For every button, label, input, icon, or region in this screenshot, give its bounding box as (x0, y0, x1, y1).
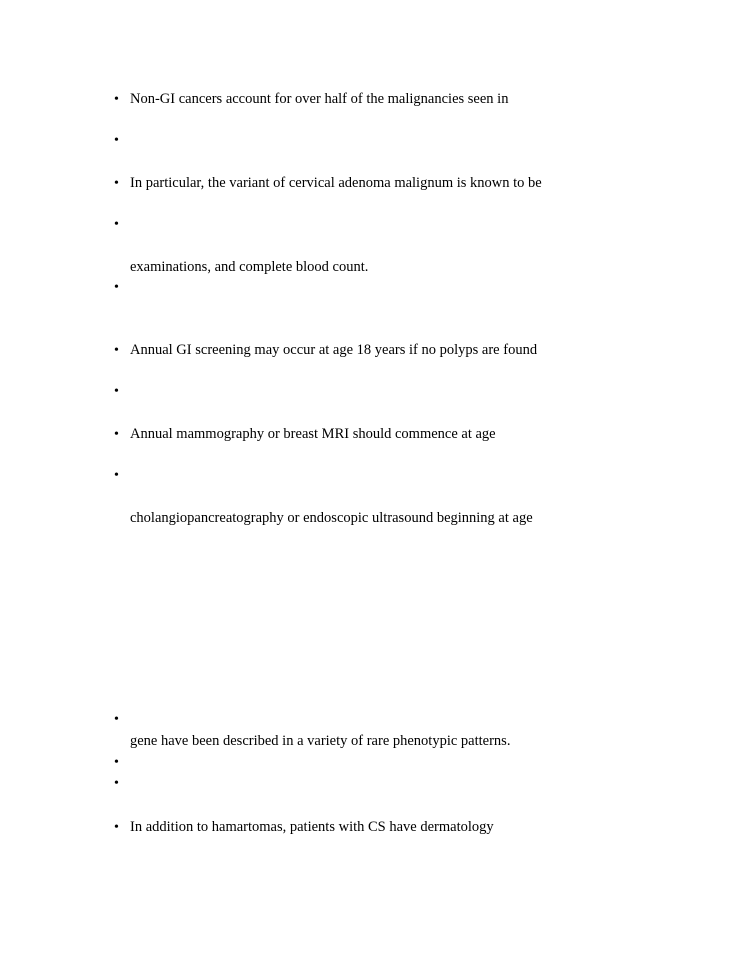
list-bullet: • (114, 755, 119, 770)
list-item-text: In addition to hamartomas, patients with CS have dermatology (130, 819, 494, 835)
list-bullet: • (114, 776, 119, 791)
list-bullet: • (114, 92, 119, 107)
list-item-text: Non-GI cancers account for over half of the malignancies seen in (130, 91, 509, 107)
list-item-text: gene have been described in a variety of rare phenotypic patterns. (130, 733, 511, 749)
list-item-text: examinations, and complete blood count. (130, 259, 369, 275)
list-item-text: In particular, the variant of cervical adenoma malignum is known to be (130, 175, 542, 191)
list-bullet: • (114, 384, 119, 399)
list-bullet: • (114, 176, 119, 191)
list-bullet: • (114, 820, 119, 835)
list-bullet: • (114, 280, 119, 295)
list-bullet: • (114, 427, 119, 442)
list-bullet: • (114, 712, 119, 727)
list-item-text: Annual GI screening may occur at age 18 years if no polyps are found (130, 342, 538, 358)
list-bullet: • (114, 217, 119, 232)
list-bullet: • (114, 133, 119, 148)
list-bullet: • (114, 468, 119, 483)
list-bullet: • (114, 343, 119, 358)
list-item-text: Annual mammography or breast MRI should commence at age (130, 426, 496, 442)
list-item-text: cholangiopancreatography or endoscopic ultrasound beginning at age (130, 510, 533, 526)
